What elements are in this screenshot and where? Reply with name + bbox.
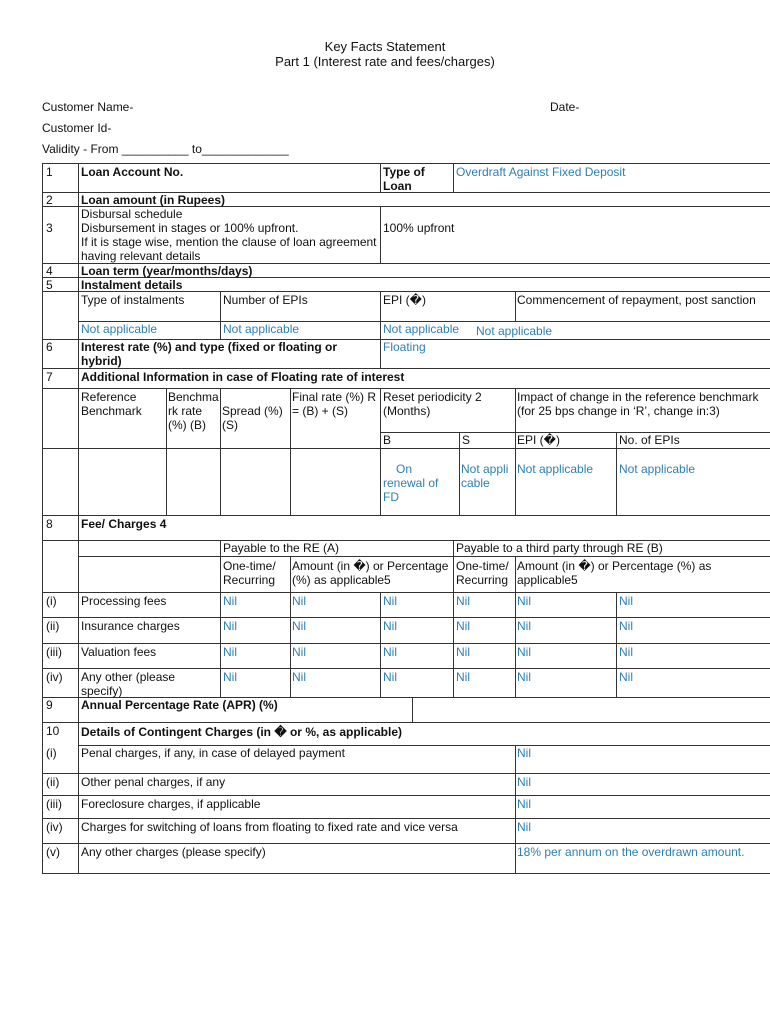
contingent-value: Nil (517, 775, 531, 789)
number-of-epis-value: Not applicable (223, 322, 300, 336)
fee-value: Nil (383, 645, 397, 659)
fee-value: Nil (456, 619, 470, 633)
fee-value: Nil (517, 594, 531, 608)
row-6-num: 6 (46, 340, 53, 354)
no-of-epis-subheader: No. of EPIs (619, 433, 680, 447)
fee-value: Nil (517, 670, 531, 684)
fee-label: Insurance charges (81, 619, 180, 633)
fee-value: Nil (619, 645, 633, 659)
row-9-num: 9 (46, 698, 53, 712)
fee-value: Nil (292, 594, 306, 608)
interest-rate-label: Interest rate (%) and type (fixed or floating or hybrid) (81, 340, 338, 368)
commencement-value: Not applicable (476, 324, 553, 338)
row-1-num: 1 (46, 165, 53, 179)
contingent-value: Nil (517, 746, 531, 760)
contingent-value: 18% per annum on the overdrawn amount. (517, 845, 745, 859)
contingent-num: (i) (46, 746, 57, 760)
interest-rate-value: Floating (383, 340, 426, 354)
fee-value: Nil (292, 645, 306, 659)
date-label: Date- (550, 100, 580, 114)
fee-value: Nil (223, 594, 237, 608)
row-8-num: 8 (46, 517, 53, 531)
fee-value: Nil (517, 619, 531, 633)
type-of-loan-label: Type of Loan (383, 165, 425, 193)
contingent-charges-label: Details of Contingent Charges (in � or %, as applicable) (81, 725, 403, 739)
reference-benchmark-header: Reference Benchmark (81, 390, 142, 418)
benchmark-rate-header: Benchmark rate (%) (B) (168, 390, 219, 432)
contingent-label: Any other charges (please specify) (81, 845, 266, 859)
contingent-num: (iv) (46, 820, 63, 834)
s-value: Not applicable (461, 462, 509, 490)
fee-value: Nil (383, 619, 397, 633)
fee-value: Nil (456, 645, 470, 659)
validity-label: Validity - From __________ to_____________ (42, 142, 289, 156)
contingent-label: Penal charges, if any, in case of delayed payment (81, 746, 345, 760)
epi-subheader: EPI (�) (517, 433, 560, 447)
page-title: Key Facts Statement (324, 39, 446, 54)
contingent-num: (ii) (46, 775, 60, 789)
page-subtitle: Part 1 (Interest rate and fees/charges) (275, 54, 495, 69)
contingent-num: (iii) (46, 797, 62, 811)
fee-num: (iii) (46, 645, 62, 659)
row-2-num: 2 (46, 193, 53, 207)
final-rate-header: Final rate (%) R = (B) + (S) (292, 390, 377, 418)
fee-value: Nil (456, 594, 470, 608)
fee-value: Nil (383, 670, 397, 684)
payable-to-re-header: Payable to the RE (A) (223, 541, 340, 555)
epi-impact-value: Not applicable (517, 462, 594, 476)
b-value: On renewal of FD (383, 462, 439, 504)
type-of-instalments-value: Not applicable (81, 322, 158, 336)
fee-value: Nil (619, 670, 633, 684)
fee-num: (iv) (46, 670, 63, 684)
epi-header: EPI (�) (383, 293, 426, 307)
fee-value: Nil (619, 594, 633, 608)
fee-value: Nil (517, 645, 531, 659)
fee-charges-label: Fee/ Charges 4 (81, 517, 167, 531)
fee-value: Nil (223, 645, 237, 659)
fee-num: (i) (46, 594, 57, 608)
customer-id-label: Customer Id- (42, 121, 112, 135)
third-amount-header: Amount (in �) or Percentage (%) as applicable5 (517, 559, 712, 587)
row-7-num: 7 (46, 370, 53, 384)
fee-value: Nil (456, 670, 470, 684)
re-amount-header: Amount (in �) or Percentage (%) as applicable5 (292, 559, 449, 587)
contingent-num: (v) (46, 845, 60, 859)
row-3-num: 3 (46, 221, 53, 235)
contingent-value: Nil (517, 820, 531, 834)
reset-periodicity-header: Reset periodicity 2 (Months) (383, 390, 482, 418)
contingent-value: Nil (517, 797, 531, 811)
re-onetime-header: One-time/ Recurring (223, 559, 276, 587)
type-of-loan-value: Overdraft Against Fixed Deposit (456, 165, 626, 179)
fee-value: Nil (223, 670, 237, 684)
contingent-label: Foreclosure charges, if applicable (81, 797, 261, 811)
number-of-epis-header: Number of EPIs (223, 293, 308, 307)
loan-account-label: Loan Account No. (81, 165, 184, 179)
third-onetime-header: One-time/ Recurring (456, 559, 509, 587)
apr-label: Annual Percentage Rate (APR) (%) (81, 698, 278, 712)
epi-value: Not applicable (383, 322, 460, 336)
fee-num: (ii) (46, 619, 60, 633)
fee-value: Nil (619, 619, 633, 633)
fee-label: Processing fees (81, 594, 167, 608)
type-of-instalments-header: Type of instalments (81, 293, 185, 307)
row-10-num: 10 (46, 724, 60, 738)
s-subheader: S (462, 433, 471, 447)
row-4-num: 4 (46, 264, 53, 278)
customer-name-label: Customer Name- (42, 100, 134, 114)
floating-rate-info-label: Additional Information in case of Floating rate of interest (81, 370, 405, 384)
impact-header: Impact of change in the reference benchmark (for 25 bps change in ‘R’, change in:3) (517, 390, 759, 418)
fee-value: Nil (383, 594, 397, 608)
disbursal-schedule-label: Disbursal schedule Disbursement in stages or 100% upfront. If it is stage wise, mention the clause of loan agreement having relevant details (81, 207, 377, 263)
contingent-label: Charges for switching of loans from floating to fixed rate and vice versa (81, 820, 458, 834)
instalment-details-label: Instalment details (81, 278, 183, 292)
no-of-epis-value: Not applicable (619, 462, 696, 476)
loan-amount-label: Loan amount (in Rupees) (81, 193, 225, 207)
fee-label: Valuation fees (81, 645, 157, 659)
fee-value: Nil (223, 619, 237, 633)
fee-value: Nil (292, 670, 306, 684)
fee-value: Nil (292, 619, 306, 633)
payable-third-party-header: Payable to a third party through RE (B) (456, 541, 663, 555)
fee-label: Any other (please specify) (81, 670, 176, 698)
loan-term-label: Loan term (year/months/days) (81, 264, 253, 278)
row-5-num: 5 (46, 278, 53, 292)
b-subheader: B (383, 433, 392, 447)
commencement-header: Commencement of repayment, post sanction (517, 293, 756, 307)
contingent-label: Other penal charges, if any (81, 775, 226, 789)
spread-header: Spread (%) (S) (222, 404, 283, 432)
disbursal-value: 100% upfront (383, 221, 455, 235)
